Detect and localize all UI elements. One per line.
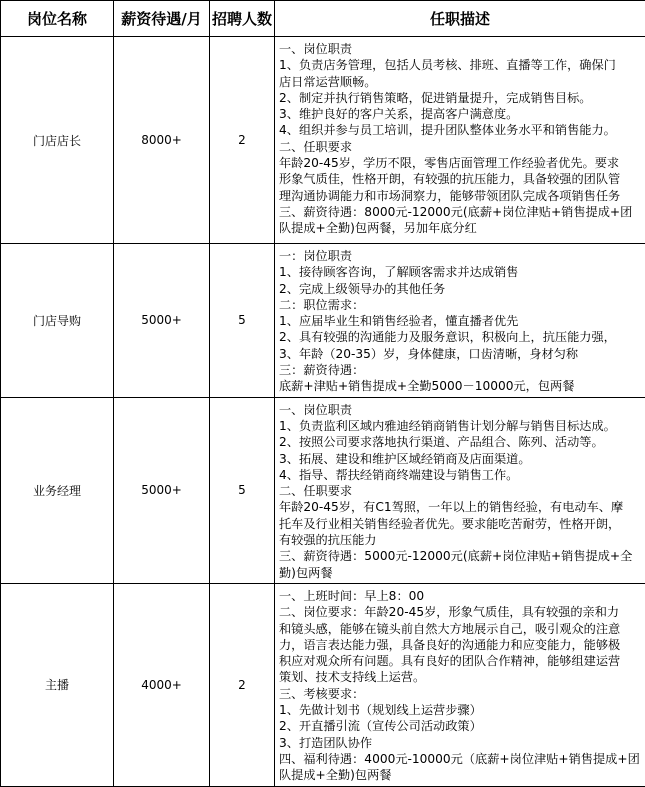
- header-description: 任职描述: [275, 1, 645, 37]
- description: [275, 37, 645, 244]
- headcount: 5: [210, 397, 275, 583]
- description-line: 底薪+津贴+销售提成+全勤5000－10000元，包两餐: [279, 378, 645, 394]
- description-line: 2、完成上级领导办的其他任务: [279, 281, 645, 297]
- description-line: 2、具有较强的沟通能力及服务意识，积极向上，抗压能力强，: [279, 329, 645, 345]
- description-line: 一：岗位职责: [279, 248, 645, 264]
- table-row: [1, 583, 645, 786]
- description-line: 三、薪资待遇：8000元-12000元(底薪+岗位津贴+销售提成+团: [279, 204, 645, 220]
- description: [275, 397, 645, 583]
- description-line: 和镜头感，能够在镜头前自然大方地展示自己，吸引观众的注意: [279, 621, 645, 637]
- description: [275, 244, 645, 398]
- description-line: 三：薪资待遇：: [279, 362, 645, 378]
- description-line: 一、岗位职责: [279, 402, 645, 418]
- description-line: 1、接待顾客咨询，了解顾客需求并达成销售: [279, 264, 645, 280]
- position-name: 门店导购: [1, 244, 114, 398]
- description-line: 二：职位需求：: [279, 297, 645, 313]
- salary: 5000+: [114, 244, 210, 398]
- salary: 8000+: [114, 37, 210, 244]
- description-line: 1、先做计划书（规划线上运营步骤）: [279, 702, 645, 718]
- description-line: 2、开直播引流（宣传公司活动政策）: [279, 718, 645, 734]
- salary: 5000+: [114, 397, 210, 583]
- description-line: 有较强的抗压能力: [279, 532, 645, 548]
- headcount: 2: [210, 37, 275, 244]
- description-line: 1、负责监利区域内雅迪经销商销售计划分解与销售目标达成。: [279, 418, 645, 434]
- description-line: 2、按照公司要求落地执行渠道、产品组合、陈列、活动等。: [279, 434, 645, 450]
- header-count: 招聘人数: [210, 1, 275, 37]
- description-line: 三、考核要求：: [279, 686, 645, 702]
- description-line: 队提成+全勤)包两餐: [279, 767, 645, 783]
- description-line: 1、负责店务管理，包括人员考核、排班、直播等工作，确保门: [279, 57, 645, 73]
- description-line: 3、年龄（20-35）岁，身体健康，口齿清晰，身材匀称: [279, 346, 645, 362]
- position-name: 门店店长: [1, 37, 114, 244]
- description-line: 年龄20-45岁，学历不限，零售店面管理工作经验者优先。要求: [279, 155, 645, 171]
- description-line: 1、应届毕业生和销售经验者，懂直播者优先: [279, 313, 645, 329]
- description-line: 4、组织并参与员工培训，提升团队整体业务水平和销售能力。: [279, 122, 645, 138]
- description-line: 策划、技术支持线上运营。: [279, 669, 645, 685]
- description-line: 理沟通协调能力和市场洞察力，能够带领团队完成各项销售任务: [279, 188, 645, 204]
- position-name: 业务经理: [1, 397, 114, 583]
- description-line: 二、任职要求: [279, 483, 645, 499]
- headcount: 5: [210, 244, 275, 398]
- description-line: 4、指导、帮扶经销商终端建设与销售工作。: [279, 467, 645, 483]
- description-line: 3、拓展、建设和维护区域经销商及店面渠道。: [279, 451, 645, 467]
- description-line: 二、岗位要求：年龄20-45岁，形象气质佳，具有较强的亲和力: [279, 604, 645, 620]
- description-line: 力，语言表达能力强，具备良好的沟通能力和应变能力，能够极: [279, 637, 645, 653]
- description-line: 一、上班时间：早上8：00: [279, 588, 645, 604]
- header-row: [1, 1, 645, 37]
- headcount: 2: [210, 583, 275, 786]
- position-name: 主播: [1, 583, 114, 786]
- table-row: [1, 397, 645, 583]
- description-line: 2、制定并执行销售策略，促进销量提升，完成销售目标。: [279, 90, 645, 106]
- description-line: 店日常运营顺畅。: [279, 74, 645, 90]
- description-line: 一、岗位职责: [279, 41, 645, 57]
- description-line: 托车及行业相关销售经验者优先。要求能吃苦耐劳，性格开朗，: [279, 516, 645, 532]
- description-line: 二、任职要求: [279, 139, 645, 155]
- description: [275, 583, 645, 786]
- header-position: 岗位名称: [1, 1, 114, 37]
- description-line: 队提成+全勤)包两餐，另加年底分红: [279, 220, 645, 236]
- table-row: [1, 37, 645, 244]
- description-line: 3、维护良好的客户关系，提高客户满意度。: [279, 106, 645, 122]
- header-salary: 薪资待遇/月: [114, 1, 210, 37]
- description-line: 形象气质佳，性格开朗，有较强的抗压能力，具备较强的团队管: [279, 171, 645, 187]
- description-line: 积应对观众所有问题。具有良好的团队合作精神，能够组建运营: [279, 653, 645, 669]
- description-line: 年龄20-45岁，有C1驾照，一年以上的销售经验，有电动车、摩: [279, 499, 645, 515]
- description-line: 勤)包两餐: [279, 565, 645, 581]
- description-line: 四、福利待遇：4000元-10000元（底薪+岗位津贴+销售提成+团: [279, 751, 645, 767]
- salary: 4000+: [114, 583, 210, 786]
- description-line: 三、薪资待遇：5000元-12000元(底薪+岗位津贴+销售提成+全: [279, 548, 645, 564]
- description-line: 3、打造团队协作: [279, 735, 645, 751]
- table-row: [1, 244, 645, 398]
